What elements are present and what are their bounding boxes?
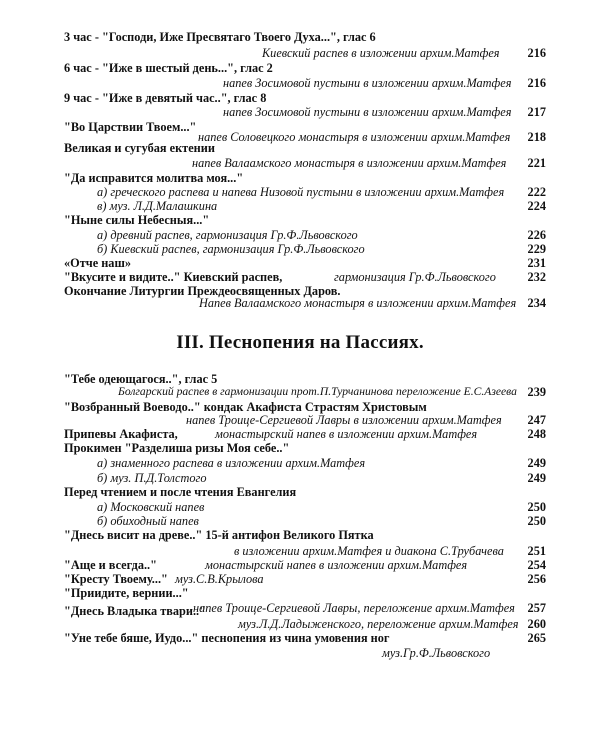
toc-entry-note: б) обиходный напев xyxy=(97,514,199,528)
toc-entry-title: "Днесь Владыка твари.." xyxy=(64,604,206,618)
toc-entry-note: муз.Л.Д.Ладыженского, переложение архим.Матфея xyxy=(238,617,519,631)
toc-entry-note: напев Соловецкого монастыря в изложении архим.Матфея xyxy=(198,130,511,144)
toc-entry-note: муз.С.В.Крылова xyxy=(175,572,264,586)
page-number: 221 xyxy=(527,156,546,170)
page-number: 222 xyxy=(527,185,546,199)
page-number: 250 xyxy=(527,500,546,514)
page-number: 260 xyxy=(527,617,546,631)
page-number: 254 xyxy=(527,558,546,572)
page-number: 247 xyxy=(527,413,546,427)
page-number: 226 xyxy=(527,228,546,242)
page-number: 234 xyxy=(527,296,546,310)
toc-entry-title: "Приидите, вернии..." xyxy=(64,586,189,600)
toc-entry-note: монастырский напев в изложении архим.Матфея xyxy=(205,558,468,572)
toc-entry-title: Припевы Акафиста, xyxy=(64,427,178,441)
page-number: 239 xyxy=(527,385,546,399)
toc-entry-note: напев Зосимовой пустыни в изложении архим.Матфея xyxy=(223,105,512,119)
page-number: 257 xyxy=(527,601,546,615)
toc-entry-title: "Аще и всегда.." xyxy=(64,558,157,572)
toc-entry-title: 9 час - "Иже в девятый час..", глас 8 xyxy=(64,91,267,105)
toc-entry-note: Напев Валаамского монастыря в изложении архим.Матфея xyxy=(199,296,517,310)
page-number: 216 xyxy=(527,46,546,60)
page-number: 232 xyxy=(527,270,546,284)
toc-entry-note: а) знаменного распева в изложении архим.Матфея xyxy=(97,456,366,470)
page-number: 216 xyxy=(527,76,546,90)
page-number: 229 xyxy=(527,242,546,256)
toc-entry-note: Болгарский распев в гармонизации прот.П.Турчанинова переложение Е.С.Азеева xyxy=(118,385,517,398)
page-number: 218 xyxy=(527,130,546,144)
toc-entry-note: гармонизация Гр.Ф.Львовского xyxy=(334,270,496,284)
toc-entry-title: 6 час - "Иже в шестый день...", глас 2 xyxy=(64,61,273,75)
toc-entry-title: "Да исправится молитва моя..." xyxy=(64,171,244,185)
toc-entry-title: "Днесь висит на древе.." 15-й антифон Великого Пятка xyxy=(64,528,374,542)
toc-entry-note: напев Троице-Сергиевой Лавры в изложении архим.Матфея xyxy=(186,413,502,427)
toc-entry-note: а) греческого распева и напева Низовой пустыни в изложении архим.Матфея xyxy=(97,185,505,199)
toc-entry-note: а) Московский напев xyxy=(97,500,205,514)
toc-entry-note: муз.Гр.Ф.Львовского xyxy=(382,646,491,660)
toc-entry-title: Великая и сугубая ектении xyxy=(64,141,215,155)
toc-entry-title: Окончание Литургии Преждеосвященных Даров. xyxy=(64,284,341,298)
toc-entry-note: монастырский напев в изложении архим.Матфея xyxy=(215,427,478,441)
page-number: 250 xyxy=(527,514,546,528)
toc-entry-title: "Вкусите и видите.." Киевский распев, xyxy=(64,270,283,284)
toc-entry-title: Прокимен "Разделиша ризы Моя себе.." xyxy=(64,441,290,455)
toc-entry-note: б) Киевский распев, гармонизация Гр.Ф.Львовского xyxy=(97,242,365,256)
toc-entry-note: в изложении архим.Матфея и диакона С.Трубачева xyxy=(234,544,504,558)
toc-entry-title: 3 час - "Господи, Иже Пресвятаго Твоего Духа...", глас 6 xyxy=(64,30,376,44)
toc-entry-note: б) муз. П.Д.Толстого xyxy=(97,471,207,485)
page-number: 217 xyxy=(527,105,546,119)
page-number: 248 xyxy=(527,427,546,441)
section-heading: III. Песнопения на Пассиях. xyxy=(176,332,424,353)
toc-entry-note: Киевский распев в изложении архим.Матфея xyxy=(262,46,500,60)
page-number: 265 xyxy=(527,631,546,645)
page-number: 231 xyxy=(527,256,546,270)
toc-entry-title: "Уне тебе бяше, Иудо..." песнопения из чина умовения ног xyxy=(64,631,390,645)
toc-entry-note: а) древний распев, гармонизация Гр.Ф.Львовского xyxy=(97,228,358,242)
toc-entry-title: Перед чтением и после чтения Евангелия xyxy=(64,485,297,499)
toc-entry-note: напев Троице-Сергиевой Лавры, переложение архим.Матфея xyxy=(193,601,515,615)
toc-entry-title: "Возбранный Воеводо.." кондак Акафиста Страстям Христовым xyxy=(64,400,427,414)
page-number: 256 xyxy=(527,572,546,586)
toc-entry-note: напев Зосимовой пустыни в изложении архим.Матфея xyxy=(223,76,512,90)
page-number: 249 xyxy=(527,471,546,485)
page-number: 249 xyxy=(527,456,546,470)
toc-entry-title: "Во Царствии Твоем..." xyxy=(64,120,197,134)
page-number: 251 xyxy=(527,544,546,558)
toc-entry-title: "Ныне силы Небесныя..." xyxy=(64,213,210,227)
page-number: 224 xyxy=(527,199,546,213)
toc-entry-note: напев Валаамского монастыря в изложении архим.Матфея xyxy=(192,156,507,170)
toc-entry-note: в) муз. Л.Д.Малашкина xyxy=(97,199,218,213)
toc-entry-title: "Тебе одеющагося..", глас 5 xyxy=(64,372,218,386)
toc-entry-title: "Кресту Твоему..." xyxy=(64,572,168,586)
toc-entry-title: «Отче наш» xyxy=(64,256,131,270)
